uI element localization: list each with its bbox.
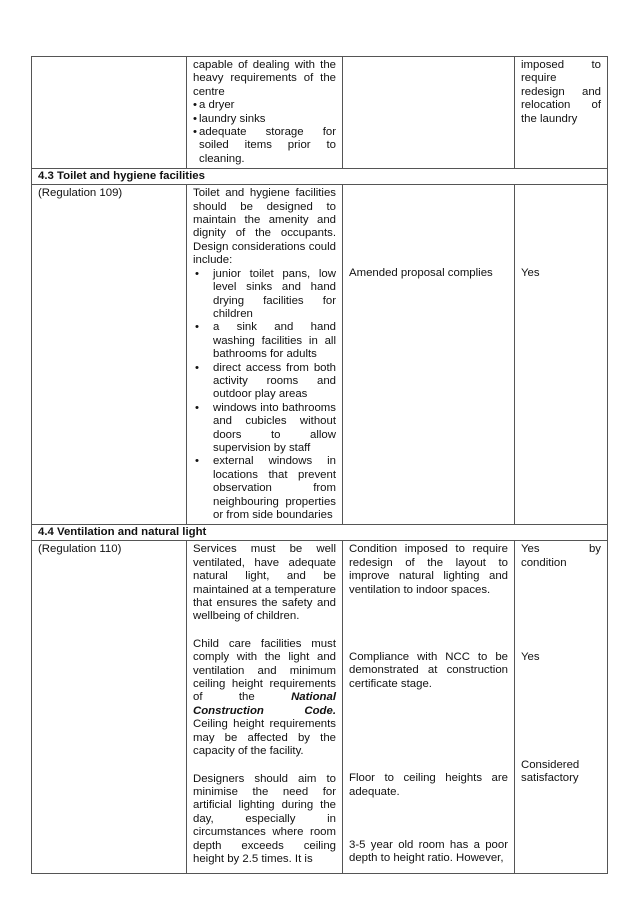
requirement-text: capable of dealing with the heavy requirements of the centre xyxy=(193,59,336,98)
compliance-text: Yes by condition xyxy=(521,543,601,569)
list-item: • direct access from both activity rooms and outdoor play areas xyxy=(193,362,336,402)
ncc-reference: National Construction Code. xyxy=(193,691,337,717)
list-item: • laundry sinks xyxy=(193,113,336,126)
compliance-text: Yes xyxy=(521,651,540,664)
section-heading-row xyxy=(32,169,608,185)
compliance-cell xyxy=(515,57,608,169)
proposal-text: Compliance with NCC to be demonstrated at construction certificate stage. xyxy=(349,651,508,690)
requirement-list xyxy=(193,268,336,523)
regulation-cell xyxy=(32,57,187,169)
compliance-text: Yes xyxy=(521,267,540,280)
requirement-text: Designers should aim to minimise the need for artificial lighting during the day, especially in circumstances where room depth exceeds ceiling height by 2.5 times. It is xyxy=(193,772,336,865)
table-row xyxy=(32,57,608,169)
requirement-text: Services must be well ventilated, have adequate natural light, and be maintained at a temperature that ensures the safety and wellbeing of children. xyxy=(193,543,336,623)
list-item: • external windows in locations that prevent observation from neighbouring properties or from side boundaries xyxy=(193,455,336,522)
requirement-cell xyxy=(187,541,343,874)
table-row xyxy=(32,185,608,525)
compliance-cell xyxy=(515,185,608,525)
regulation-cell: (Regulation 110) xyxy=(32,541,187,874)
requirement-text: Child care facilities must comply with the light and ventilation and minimum ceiling height requirements of the National Construction Code. Ceiling height requirements may be affected by the capacity of the facility. xyxy=(193,637,337,758)
requirement-list xyxy=(193,99,336,166)
proposal-text: Condition imposed to require redesign of the layout to improve natural lighting and ventilation to indoor spaces. xyxy=(349,543,508,596)
list-item: • windows into bathrooms and cubicles without doors to allow supervision by staff xyxy=(193,402,336,456)
section-heading-row xyxy=(32,525,608,541)
list-item: • adequate storage for soiled items prior to cleaning. xyxy=(193,126,336,166)
proposal-cell xyxy=(343,57,515,169)
compliance-text: Considered satisfactory xyxy=(521,758,580,785)
proposal-cell xyxy=(343,185,515,525)
compliance-cell xyxy=(515,541,608,874)
proposal-text: Floor to ceiling heights are adequate. xyxy=(349,772,508,798)
requirement-cell xyxy=(187,185,343,525)
section-heading: 4.4 Ventilation and natural light xyxy=(32,525,608,541)
requirement-intro: Toilet and hygiene facilities should be designed to maintain the amenity and dignity of the occupants. Design considerations could include: xyxy=(193,187,336,267)
list-item: • a sink and hand washing facilities in all bathrooms for adults xyxy=(193,321,336,361)
table-row xyxy=(32,541,608,874)
list-item: • junior toilet pans, low level sinks and hand drying facilities for children xyxy=(193,268,336,322)
proposal-cell xyxy=(343,541,515,874)
requirement-cell xyxy=(187,57,343,169)
compliance-text: imposed to require redesign and relocation of the laundry xyxy=(521,59,601,125)
regulation-cell: (Regulation 109) xyxy=(32,185,187,525)
section-heading: 4.3 Toilet and hygiene facilities xyxy=(32,169,608,185)
assessment-table xyxy=(31,56,608,874)
list-item: • a dryer xyxy=(193,99,336,112)
proposal-text: 3-5 year old room has a poor depth to height ratio. However, xyxy=(349,839,508,865)
proposal-text: Amended proposal complies xyxy=(349,267,493,280)
